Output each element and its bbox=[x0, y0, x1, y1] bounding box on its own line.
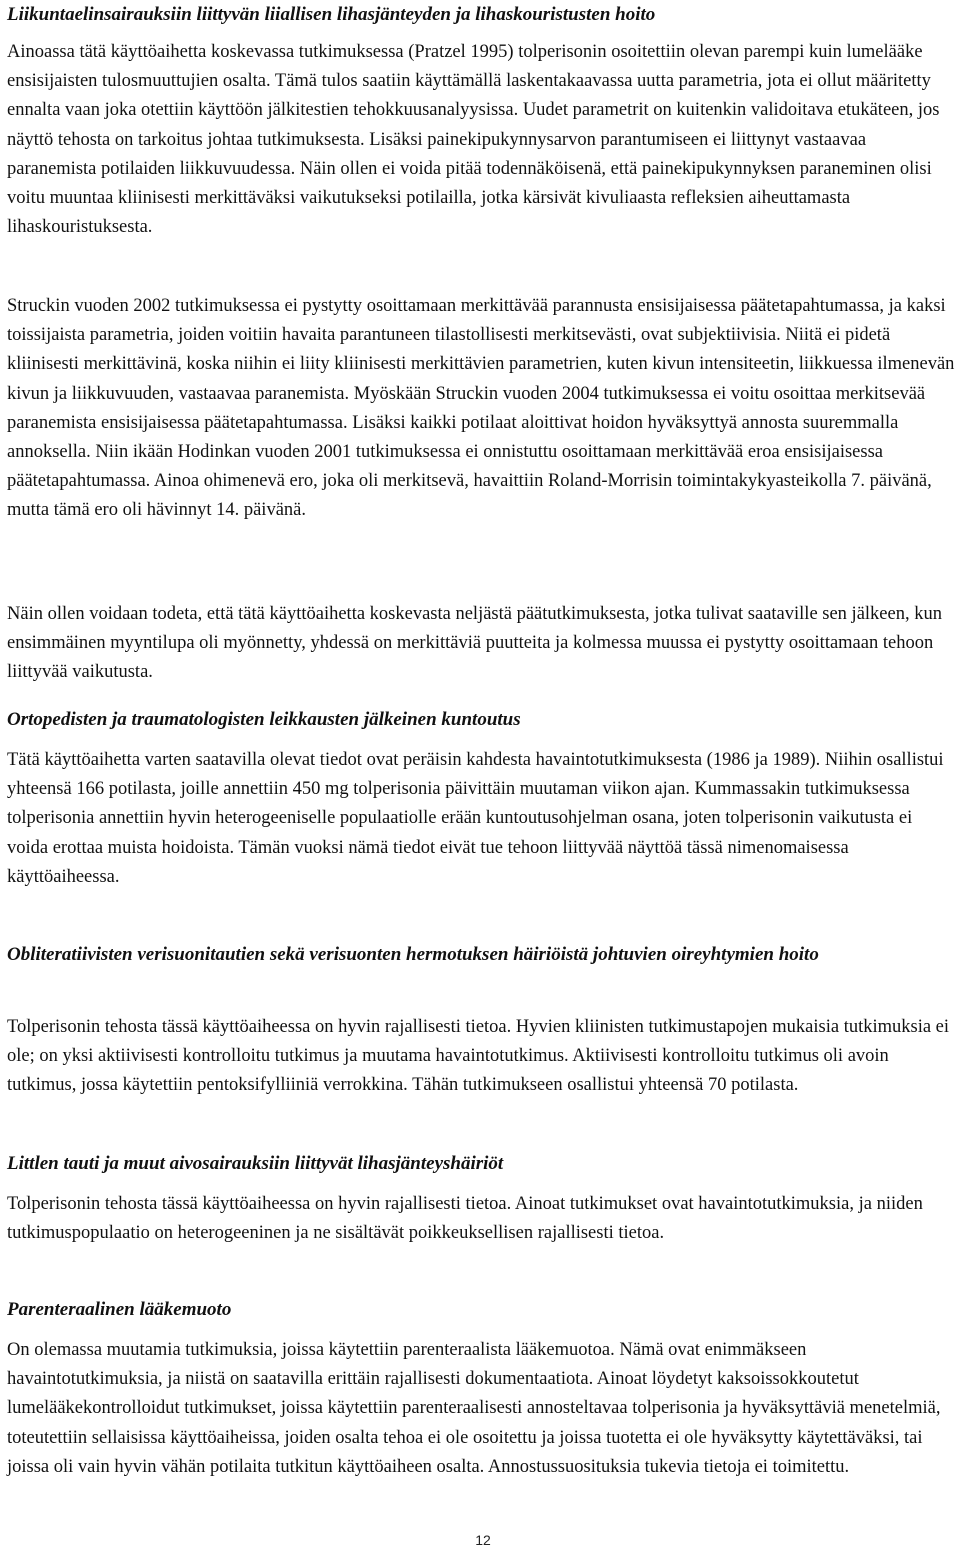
paragraph-conclusion: Näin ollen voidaan todeta, että tätä käyttöaihetta koskevasta neljästä päätutkimuksesta, jotka tulivat saataville sen jälkeen, kun ensimmäinen myyntilupa oli myönnetty, yhdessä on merkittäviä puutteita ja kolmessa muussa ei pystytty osoittamaan tehoon liittyvää vaikutusta. bbox=[7, 604, 942, 683]
section-heading-little-disease: Littlen tauti ja muut aivosairauksiin liittyvät lihasjänteyshäiriöt bbox=[7, 1153, 504, 1174]
section-heading-musculoskeletal: Liikuntaelinsairauksiin liittyvän liiallisen lihasjänteyden ja lihaskouristusten hoito bbox=[7, 4, 656, 25]
paragraph-struck-study: Struckin vuoden 2002 tutkimuksessa ei pystytty osoittamaan merkittävää parannusta ensisijaisessa päätetapahtumassa, ja kaksi toissijaista parametria, joiden voitiin havaita parantuneen tilastollisesti merkitsevästi, ovat subjektiivisia. Niitä ei pidetä kliinisesti merkittävinä, koska niihin ei liity kliinisesti merkittävien parametrien, kuten kivun intensiteetin, liikkuessa ilmenevän kivun ja liikkuvuuden, vastaavaa paranemista. Myöskään Struckin vuoden 2004 tutkimuksessa ei voitu osoittaa merkitsevää paranemista ensisijaisessa päätetapahtumassa. Lisäksi kaikki potilaat aloittivat hoidon hyväksyttyä annosta suuremmalla annoksella. Niin ikään Hodinkan vuoden 2001 tutkimuksessa ei onnistuttu osoittamaan merkittävää eroa ensisijaisessa päätetapahtumassa. Ainoa ohimenevä ero, joka oli merkitsevä, havaittiin Roland-Morrisin toimintakykyasteikolla 7. päivänä, mutta tämä ero oli hävinnyt 14. päivänä. bbox=[7, 296, 955, 521]
paragraph-pratzel-study: Ainoassa tätä käyttöaihetta koskevassa tutkimuksessa (Pratzel 1995) tolperisonin osoitettiin olevan parempi kuin lumelääke ensisijaisten tulosmuuttujien osalta. Tämä tulos saatiin käyttämällä laskentakaavassa uutta parametria, jota ei ollut määritetty ennalta vaan joka otettiin käyttöön jälkitestien tehokkuusanalyysissa. Uudet parametrit on kuitenkin validoitava etukäteen, jos näyttö tehosta on tarkoitus johtaa tutkimuksesta. Lisäksi painekipukynnysarvon parantumiseen ei liittynyt vastaavaa paranemista potilaiden liikkuvuudessa. Näin ollen ei voida pitää todennäköisenä, että painekipukynnyksen paraneminen olisi voitu muuntaa kliinisesti merkittäväksi vaikutukseksi potilailla, jotka kärsivät kivuliaasta refleksien aiheuttamasta lihaskouristuksesta. bbox=[7, 42, 940, 238]
paragraph-parenteral: On olemassa muutamia tutkimuksia, joissa käytettiin parenteraalista lääkemuotoa. Nämä ovat enimmäkseen havaintotutkimuksia, ja niistä on saatavilla erittäin rajallisesti dokumentaatiota. Ainoat löydetyt kaksoissokkoutetut lumelääkekontrolloidut tutkimukset, joissa käytettiin parenteraalisesti annosteltavaa tolperisonia ja hyväksyttäviä menetelmiä, toteutettiin sellaisissa käyttöaiheissa, joiden osalta tehoa ei ole osoitettu ja joissa tuotetta ei ole hyväksytty käytettäväksi, tai joissa oli vain hyvin vähän potilaita tutkitun käyttöaiheen osalta. Annostussuosituksia tukevia tietoja ei toimitettu. bbox=[7, 1340, 941, 1477]
paragraph-rehabilitation: Tätä käyttöaihetta varten saatavilla olevat tiedot ovat peräisin kahdesta havaintotutkimuksesta (1986 ja 1989). Niihin osallistui yhteensä 166 potilasta, joille annettiin 450 mg tolperisonia päivittäin muutaman viikon ajan. Kummassakin tutkimuksessa tolperisonia annettiin hyvin heterogeeniselle populaatiolle erään kuntoutusohjelman osana, joten tolperisonin vaikutusta ei voida erottaa muista hoidoista. Tämän vuoksi nämä tiedot eivät tue tehoon liittyvää näyttöä tässä nimenomaisessa käyttöaiheessa. bbox=[7, 750, 944, 887]
paragraph-vascular: Tolperisonin tehosta tässä käyttöaiheessa on hyvin rajallisesti tietoa. Hyvien kliinisten tutkimustapojen mukaisia tutkimuksia ei ole; on yksi aktiivisesti kontrolloitu tutkimus ja muutama havaintotutkimus. Aktiivisesti kontrolloitu tutkimus oli avoin tutkimus, jossa käytettiin pentoksifylliiniä verrokkina. Tähän tutkimukseen osallistui yhteensä 70 potilasta. bbox=[7, 1017, 950, 1096]
section-heading-rehabilitation: Ortopedisten ja traumatologisten leikkausten jälkeinen kuntoutus bbox=[7, 709, 521, 730]
page-number: 12 bbox=[475, 1532, 491, 1548]
paragraph-little-disease: Tolperisonin tehosta tässä käyttöaiheessa on hyvin rajallisesti tietoa. Ainoat tutkimukset ovat havaintotutkimuksia, ja niiden tutkimuspopulaatio on heterogeeninen ja ne sisältävät poikkeuksellisen rajallisesti tietoa. bbox=[7, 1194, 923, 1244]
section-heading-parenteral: Parenteraalinen lääkemuoto bbox=[7, 1299, 232, 1320]
section-heading-vascular: Obliteratiivisten verisuonitautien sekä verisuonten hermotuksen häiriöistä johtuvien oireyhtymien hoito bbox=[7, 944, 819, 965]
